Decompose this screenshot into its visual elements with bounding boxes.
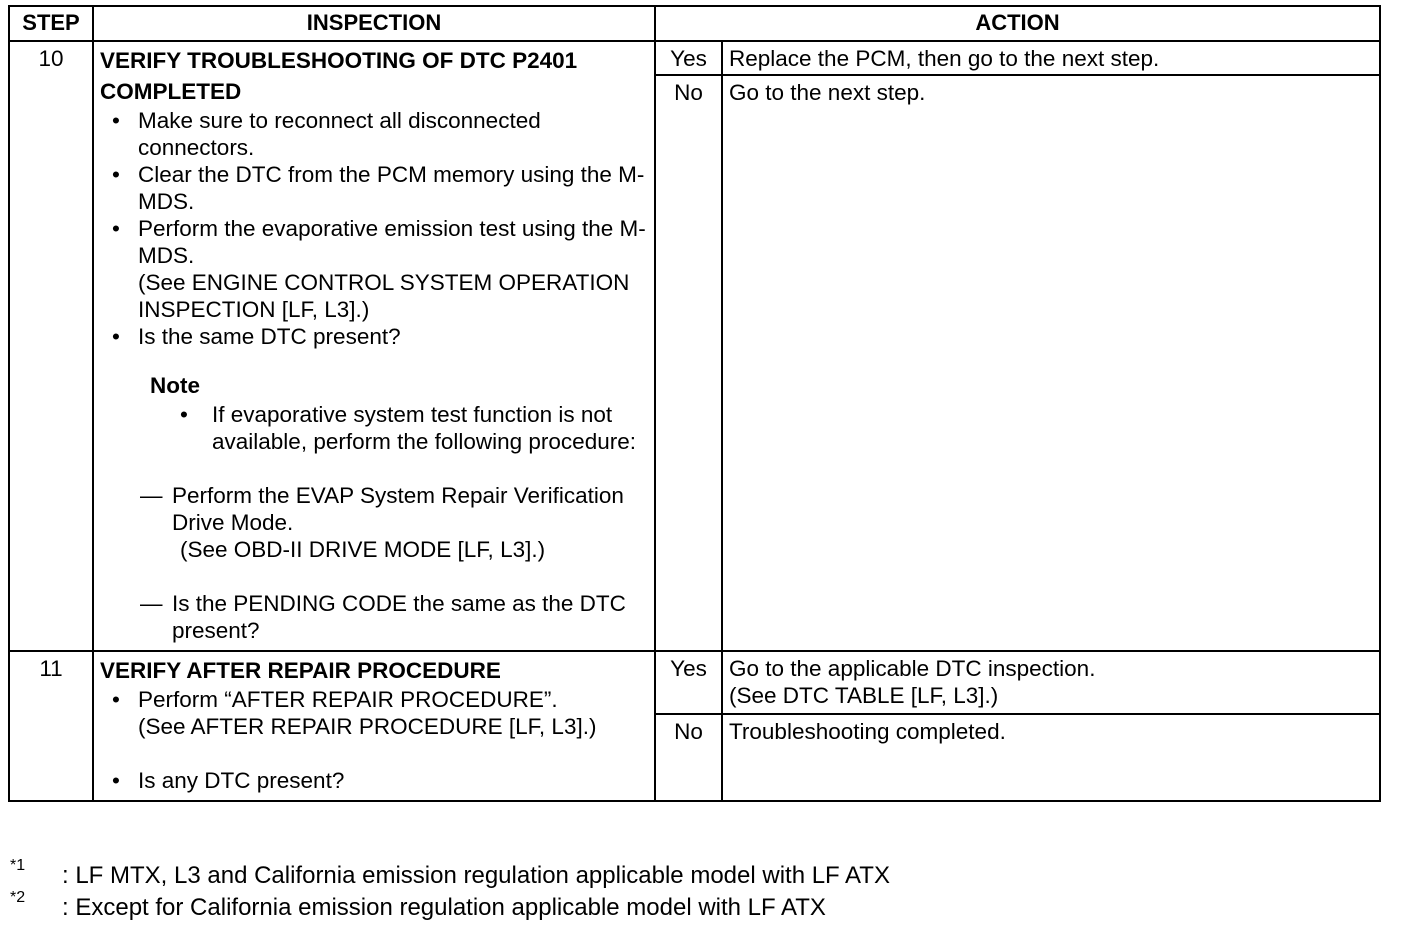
bullet-icon: • [112,162,120,187]
list-item-text: Perform “AFTER REPAIR PROCEDURE”. [138,687,558,712]
inspection-cell [93,651,655,801]
no-label: No [655,714,722,801]
footnote [10,857,890,892]
reference-text: (See AFTER REPAIR PROCEDURE [LF, L3].) [138,714,597,739]
inspection-bullet-list [100,107,648,350]
bullet-icon: • [112,687,120,712]
footnote-text: : Except for California emission regulation applicable model with LF ATX [62,894,826,921]
table-header-row [9,6,1380,41]
note-bullet-list [150,401,648,455]
dash-item [140,590,648,644]
list-item [112,323,648,350]
dash-icon: — [140,591,163,616]
step-number: 11 [9,651,93,801]
list-item [112,215,648,323]
dash-item-text: Is the PENDING CODE the same as the DTC present? [172,591,626,643]
step-number: 10 [9,41,93,651]
yes-label: Yes [655,651,722,714]
bullet-icon: • [180,402,188,427]
header-inspection: INSPECTION [93,6,655,41]
note-text: If evaporative system test function is not available, perform the following procedure: [212,402,636,454]
note-block [150,370,648,455]
inspection-title [100,45,648,107]
inspection-title-line-2: COMPLETED [100,79,242,104]
inspection-title-line-1: VERIFY TROUBLESHOOTING OF DTC P2401 [100,48,578,73]
yes-label: Yes [655,41,722,75]
no-action: Go to the next step. [722,75,1380,651]
footnote [10,889,890,924]
reference-text: (See OBD-II DRIVE MODE [LF, L3].) [180,537,546,562]
list-item-text: Clear the DTC from the PCM memory using the M-MDS. [138,162,645,214]
yes-action-line-1: Go to the applicable DTC inspection. [729,656,1096,681]
list-item [112,107,648,161]
header-action: ACTION [655,6,1380,41]
dash-icon: — [140,483,163,508]
footnote-mark: *1 [10,857,26,874]
footnotes [10,857,890,924]
list-item-text: Is the same DTC present? [138,324,401,349]
inspection-bullet-list [100,686,648,740]
list-item [180,401,648,455]
header-step: STEP [9,6,93,41]
list-item-text: Is any DTC present? [138,768,345,793]
footnote-text: : LF MTX, L3 and California emission regulation applicable model with LF ATX [62,862,890,889]
footnote-mark: *2 [10,889,26,906]
inspection-title: VERIFY AFTER REPAIR PROCEDURE [100,658,501,683]
list-item-text: Perform the evaporative emission test using the M-MDS. [138,216,646,268]
bullet-icon: • [112,324,120,349]
dash-item-text: Perform the EVAP System Repair Verification Drive Mode. [172,483,624,535]
note-title: Note [150,373,200,398]
no-label: No [655,75,722,651]
inspection-bullet-list [100,767,648,794]
list-item [112,767,648,794]
list-item-text: Make sure to reconnect all disconnected connectors. [138,108,541,160]
dash-item [140,482,648,563]
list-item [112,161,648,215]
inspection-cell [93,41,655,651]
reference-text: (See ENGINE CONTROL SYSTEM OPERATION INSPECTION [LF, L3].) [138,270,630,322]
bullet-icon: • [112,768,120,793]
yes-action-line-2: (See DTC TABLE [LF, L3].) [729,683,999,708]
troubleshooting-table [8,5,1381,802]
table-row-step-11-yes [9,651,1380,714]
bullet-icon: • [112,108,120,133]
bullet-icon: • [112,216,120,241]
yes-action: Replace the PCM, then go to the next step. [722,41,1380,75]
list-item [112,686,648,740]
table-row-step-10-yes [9,41,1380,75]
no-action: Troubleshooting completed. [722,714,1380,801]
yes-action [722,651,1380,714]
